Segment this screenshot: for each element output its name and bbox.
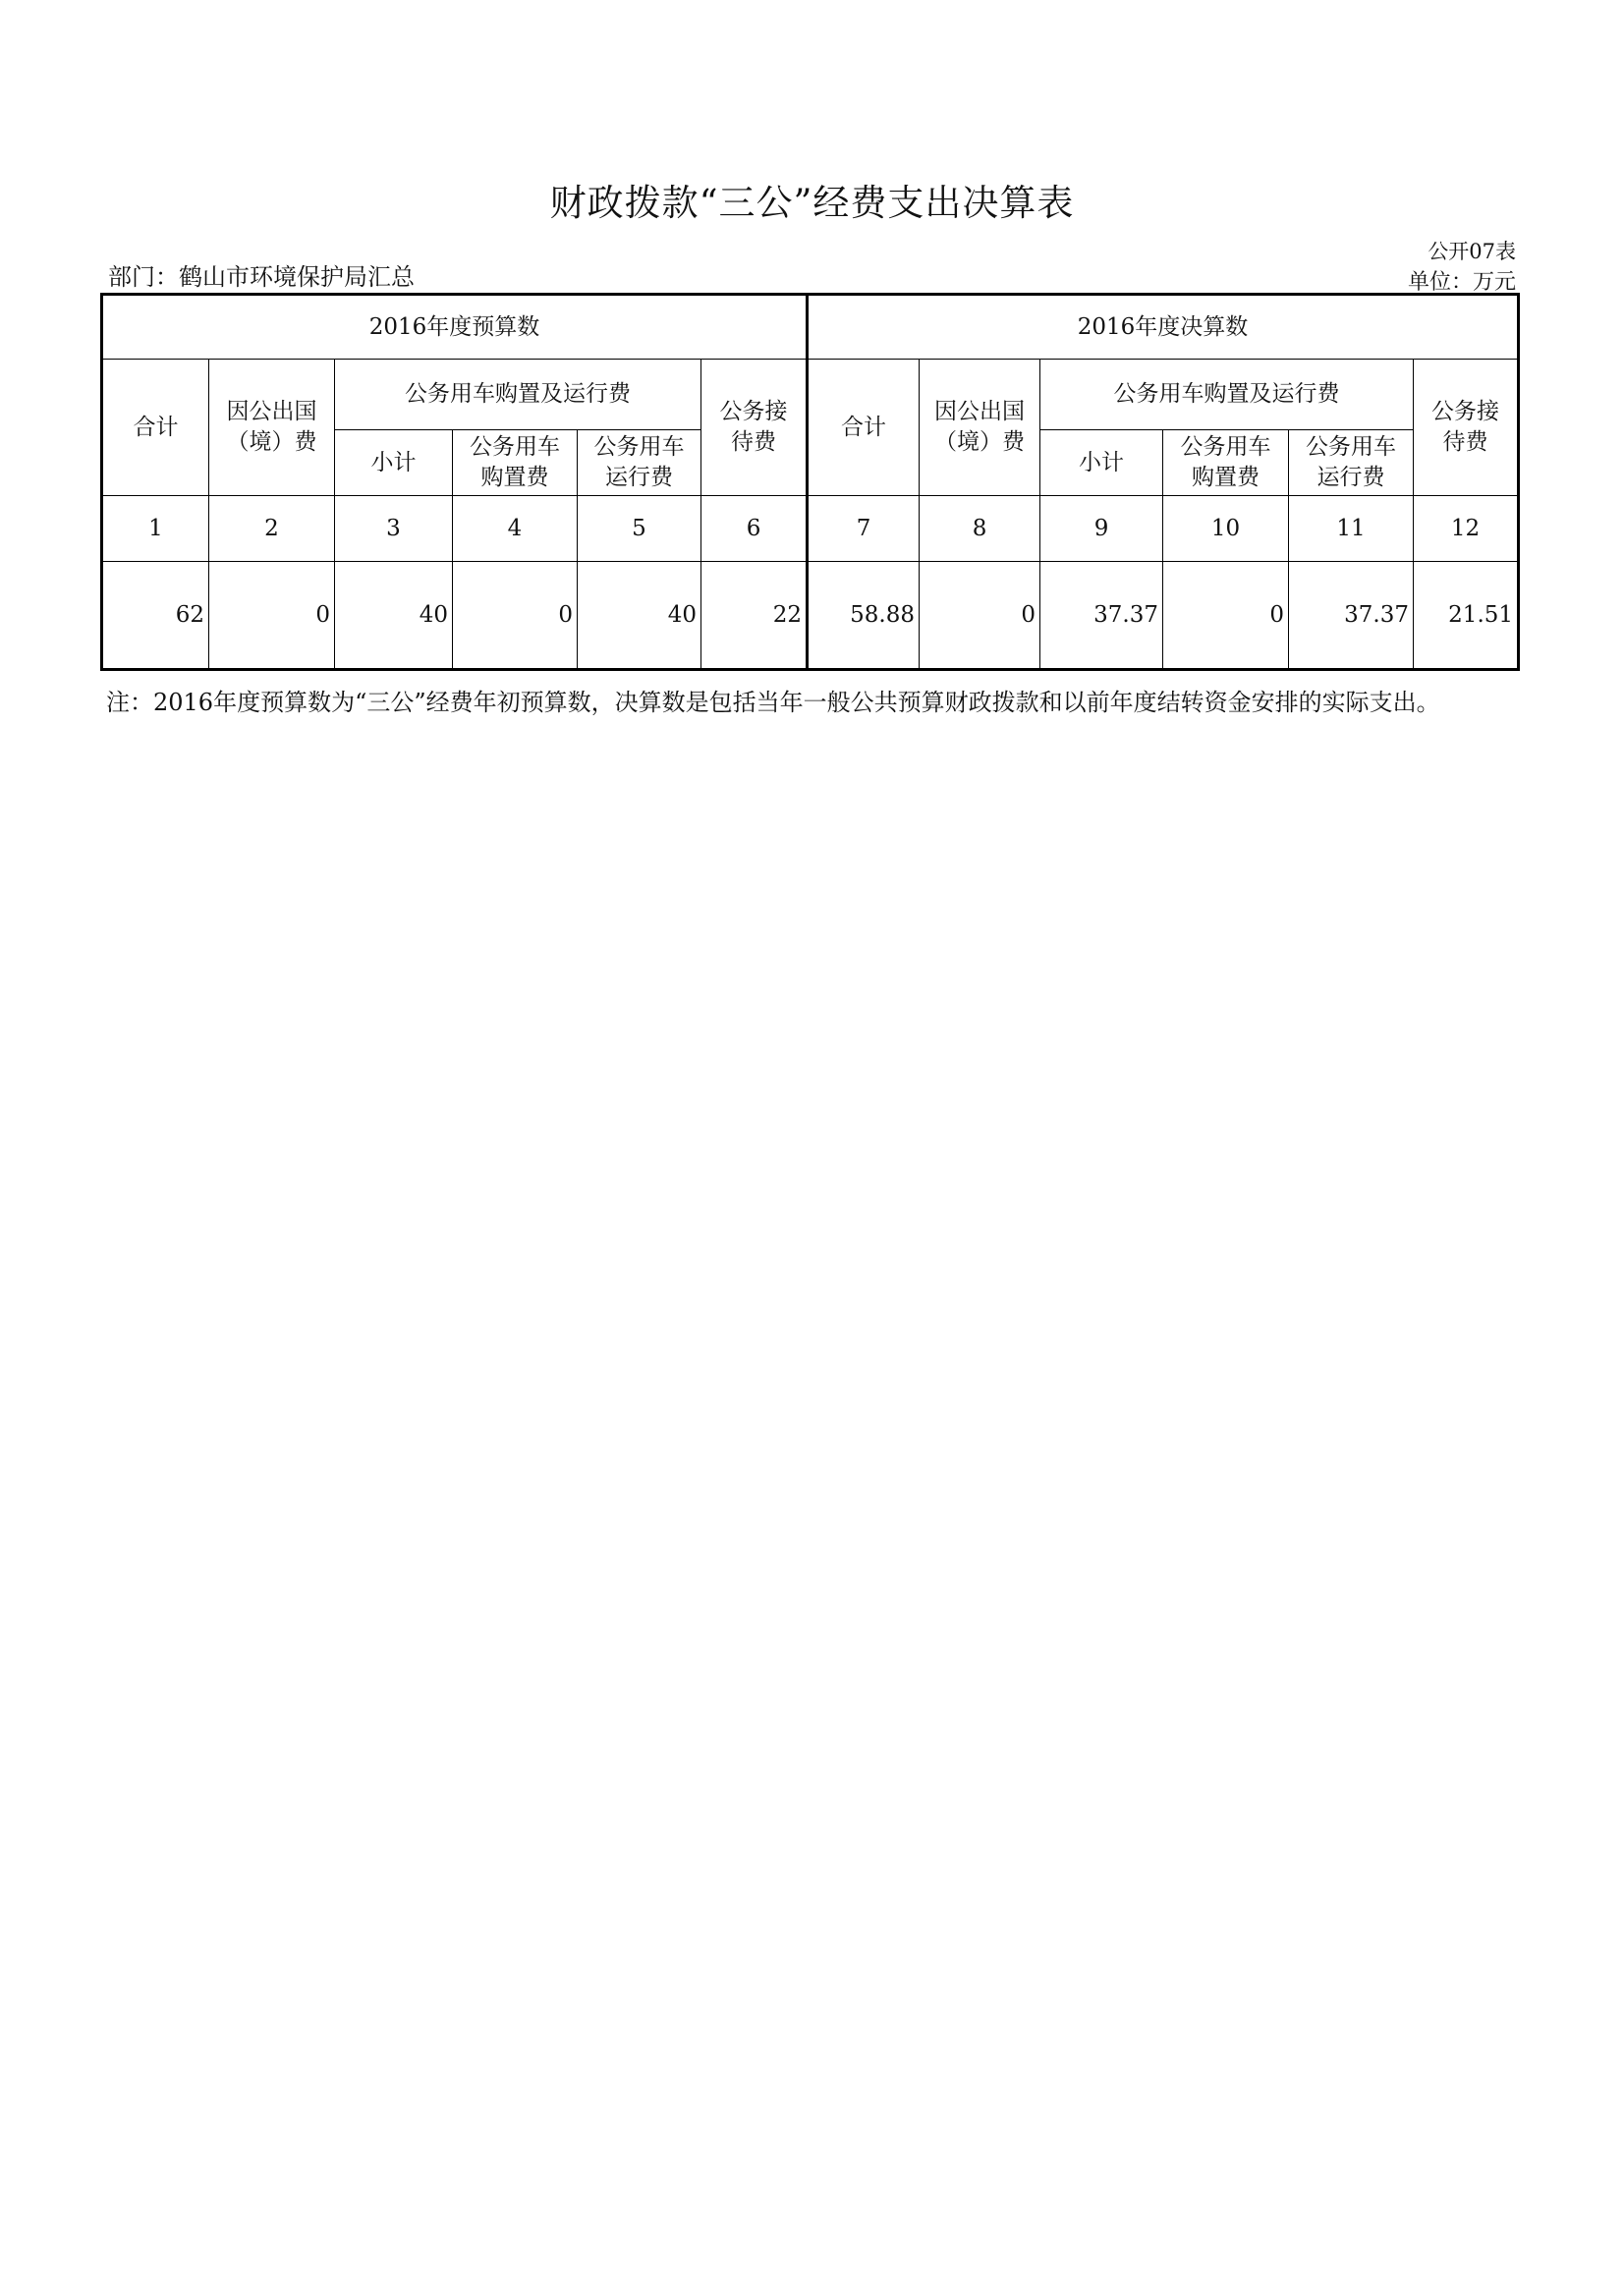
budget-purchase-header (453, 430, 578, 496)
form-number: 公开07表 (1428, 240, 1516, 263)
department-label: 部门：鹤山市环境保护局汇总 (108, 263, 415, 291)
overseas-label-line2: （境）费 (226, 429, 317, 455)
final-total-header: 合计 (808, 360, 920, 496)
budget-subtotal-header: 小计 (335, 430, 453, 496)
operation-label-line1: 公务用车 (1306, 434, 1397, 460)
budget-operation-header (578, 430, 701, 496)
sub-header-row (102, 360, 1519, 430)
final-total-value: 58.88 (808, 562, 920, 670)
overseas-label-line2: （境）费 (934, 429, 1026, 455)
final-overseas-value: 0 (920, 562, 1040, 670)
page-title: 财政拨款“三公”经费支出决算表 (549, 182, 1075, 224)
column-number-row (102, 496, 1519, 562)
budget-total-header: 合计 (102, 360, 209, 496)
column-number: 1 (102, 496, 209, 562)
purchase-label-line2: 购置费 (1192, 465, 1260, 490)
column-number: 7 (808, 496, 920, 562)
budget-overseas-header (209, 360, 335, 496)
final-vehicle-header: 公务用车购置及运行费 (1040, 360, 1414, 430)
budget-total-value: 62 (102, 562, 209, 670)
final-reception-value: 21.51 (1414, 562, 1519, 670)
operation-label-line1: 公务用车 (593, 434, 685, 460)
operation-label-line2: 运行费 (1316, 465, 1385, 490)
unit-label: 单位：万元 (1407, 270, 1516, 295)
footnote: 注：2016年度预算数为“三公”经费年初预算数，决算数是包括当年一般公共预算财政拨款和以前年度结转资金安排的实际支出。 (106, 689, 1440, 716)
final-overseas-header (920, 360, 1040, 496)
overseas-label-line1: 因公出国 (934, 399, 1026, 424)
reception-label-line1: 公务接 (1431, 399, 1500, 424)
final-vehicle-subtotal-value: 37.37 (1040, 562, 1163, 670)
reception-label-line1: 公务接 (719, 399, 788, 424)
purchase-label-line2: 购置费 (480, 465, 549, 490)
overseas-label-line1: 因公出国 (226, 399, 317, 424)
three-public-expense-table (100, 293, 1520, 671)
reception-label-line2: 待费 (731, 429, 776, 455)
column-number: 3 (335, 496, 453, 562)
final-operation-header (1289, 430, 1414, 496)
group-header-row (102, 295, 1519, 360)
column-number: 4 (453, 496, 578, 562)
column-number: 6 (701, 496, 808, 562)
column-number: 5 (578, 496, 701, 562)
column-number: 2 (209, 496, 335, 562)
budget-reception-header (701, 360, 808, 496)
final-reception-header (1414, 360, 1519, 496)
data-row (102, 562, 1519, 670)
final-subtotal-header: 小计 (1040, 430, 1163, 496)
purchase-label-line1: 公务用车 (1180, 434, 1271, 460)
budget-vehicle-purchase-value: 0 (453, 562, 578, 670)
operation-label-line2: 运行费 (605, 465, 673, 490)
budget-vehicle-operation-value: 40 (578, 562, 701, 670)
budget-vehicle-header: 公务用车购置及运行费 (335, 360, 701, 430)
final-vehicle-purchase-value: 0 (1163, 562, 1289, 670)
purchase-label-line1: 公务用车 (470, 434, 560, 460)
budget-vehicle-subtotal-value: 40 (335, 562, 453, 670)
final-group-header: 2016年度决算数 (808, 295, 1519, 360)
budget-group-header: 2016年度预算数 (102, 295, 808, 360)
column-number: 9 (1040, 496, 1163, 562)
budget-overseas-value: 0 (209, 562, 335, 670)
column-number: 8 (920, 496, 1040, 562)
final-vehicle-operation-value: 37.37 (1289, 562, 1414, 670)
column-number: 12 (1414, 496, 1519, 562)
column-number: 10 (1163, 496, 1289, 562)
column-number: 11 (1289, 496, 1414, 562)
final-purchase-header (1163, 430, 1289, 496)
reception-label-line2: 待费 (1442, 429, 1488, 455)
budget-reception-value: 22 (701, 562, 808, 670)
